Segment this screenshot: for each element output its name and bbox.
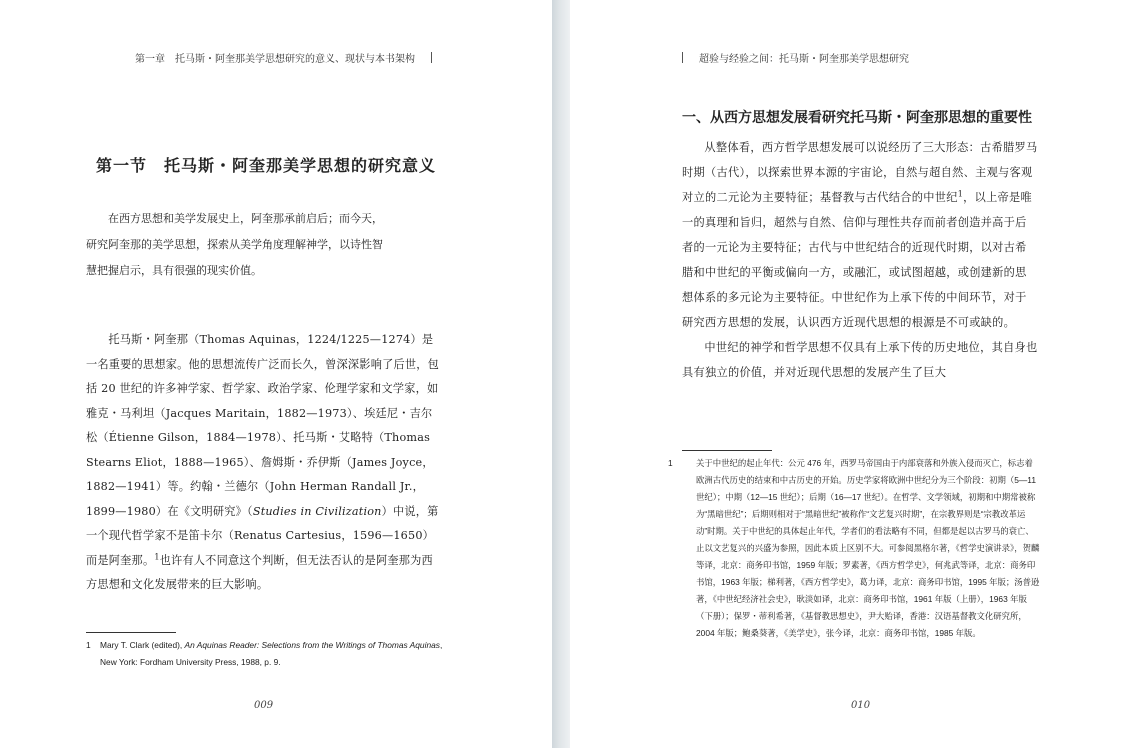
header-divider	[431, 52, 432, 63]
section-abstract	[86, 206, 442, 284]
footnote-rule	[682, 450, 772, 451]
paragraph-1-text-b: ，以上帝是唯一的真理和旨归，超然与自然、信仰与理性共存而前者创造并高于后者的一元论为主要特征；古代与中世纪结合的近现代时期，以对古希腊和中世纪的平衡或偏向一方，或融汇，或试图超越，或创建新的思想体系的多元论为主要特征。中世纪作为上承下传的中间环节，对于研究西方思想的发展，认识西方近现代思想的根源是不可或缺的。	[682, 191, 1033, 329]
paragraph-1	[682, 135, 1038, 335]
footnote-rule	[86, 632, 176, 633]
paragraph-2: 中世纪的神学和哲学思想不仅具有上承下传的历史地位，其自身也具有独立的价值，并对近现代思想的发展产生了巨大	[682, 341, 1038, 379]
footnote-reference[interactable]: 1	[957, 189, 964, 199]
section-title: 第一节 托马斯・阿奎那美学思想的研究意义	[96, 156, 437, 175]
footnote-reference[interactable]: 1	[154, 551, 160, 561]
footnote-left	[86, 637, 446, 671]
footnote-line-1	[86, 637, 446, 654]
running-header-left-text: 第一章 托马斯・阿奎那美学思想研究的意义、现状与本书架构	[135, 54, 415, 65]
paragraph-text-2: ）中说，第一个现代哲学家不是笛卡尔（Renatus Cartesius，1596—1650）而是阿奎那。	[86, 504, 439, 567]
footnote-line-2: New York: Fordham University Press, 1988, p. 9.	[100, 657, 281, 667]
running-header-right	[682, 50, 909, 65]
running-header-right-text: 超验与经验之间：托马斯・阿奎那美学思想研究	[699, 54, 909, 65]
abstract-line-3: 慧把握启示，具有很强的现实价值。	[86, 264, 262, 277]
left-page	[0, 0, 552, 748]
footnote-right	[668, 455, 1040, 642]
section-heading: 一、从西方思想发展看研究托马斯・阿奎那思想的重要性	[682, 110, 1032, 126]
page-gutter	[552, 0, 570, 748]
footnote-text-a: Mary T. Clark (edited),	[100, 640, 185, 650]
footnote-number: 1	[668, 458, 673, 468]
paragraph-1-text-a: 从整体看，西方哲学思想发展可以说经历了三大形态：古希腊罗马时期（古代），以探索世界本源的宇宙论，自然与超自然、主观与客观对立的二元论为主要特征；基督教与古代结合的中世纪	[682, 141, 1038, 204]
abstract-line-2: 研究阿奎那的美学思想，探索从美学角度理解神学，以诗性智	[86, 238, 383, 251]
body-paragraph-left	[86, 328, 442, 598]
running-header-left	[135, 50, 432, 65]
header-divider	[682, 52, 683, 63]
right-page	[570, 0, 1131, 748]
footnote-text-b: ,	[439, 640, 443, 650]
footnote-body	[668, 455, 1040, 642]
footnote-text: 关于中世纪的起止年代：公元 476 年，西罗马帝国由于内部衰落和外族入侵而灭亡，标志着欧洲古代历史的结束和中古历史的开始。历史学家将欧洲中世纪分为三个阶段：初期（5—11 世纪）；中期（12—15 世纪）；后期（16—17 世纪）。在哲学、文学领域，初期和中期常被称为“黑暗世纪”；后期则相对于“黑暗世纪”被称作“文艺复兴时期”，在宗教界则是“宗教改革运动”时期。关于中世纪的具体起止年代，学者们的看法略有不同，但都是起以古罗马的衰亡、止以文艺复兴的兴盛为参照，因此本质上区别不大。可参阅黑格尔著，《哲学史演讲录》，贺麟等译，北京：商务印书馆，1959 年版；罗素著，《西方哲学史》，何兆武等译，北京：商务印书馆，1963 年版；梯利著，《西方哲学史》，葛力译，北京：商务印书馆，1995 年版；汤普逊著，《中世纪经济社会史》，耿淡如译，北京：商务印书馆，1961 年版（上册），1963 年版（下册）；保罗・蒂利希著，《基督教思想史》，尹大贻译，香港：汉语基督教文化研究所，2004 年版；鲍桑葵著，《美学史》，张今译，北京：商务印书馆，1985 年版。	[696, 458, 1040, 638]
book-title-italic: Studies in Civilization	[252, 504, 382, 518]
body-text-right	[682, 135, 1038, 385]
paragraph-text-1: 托马斯・阿奎那（Thomas Aquinas，1224/1225—1274）是一名重要的思想家。他的思想流传广泛而长久，曾深深影响了后世，包括 20 世纪的许多神学家、哲学家、政治学家、伦理学家和文学家，如雅克・马利坦（Jacques Maritain，1882—1973）、埃廷尼・吉尔松（Étienne Gilson，1884—1978）、托马斯・艾略特（Thomas Stearns Eliot，1888—1965）、詹姆斯・乔伊斯（James Joyce，1882—1941）等。约翰・兰德尔（John Herman Randall Jr.，1899—1980）在《文明研究》（	[86, 333, 440, 518]
footnote-number: 1	[86, 640, 91, 650]
page-number-right: 010	[851, 700, 871, 711]
footnote-book-title: An Aquinas Reader: Selections from the Writings of Thomas Aquinas	[184, 640, 440, 650]
paragraph	[86, 328, 442, 598]
abstract-line-1: 在西方思想和美学发展史上，阿奎那承前启后；而今天，	[108, 212, 383, 225]
page-number-left: 009	[254, 700, 274, 711]
paragraph-text-3: 也许有人不同意这个判断，但无法否认的是阿奎那为西方思想和文化发展带来的巨大影响。	[86, 553, 433, 591]
